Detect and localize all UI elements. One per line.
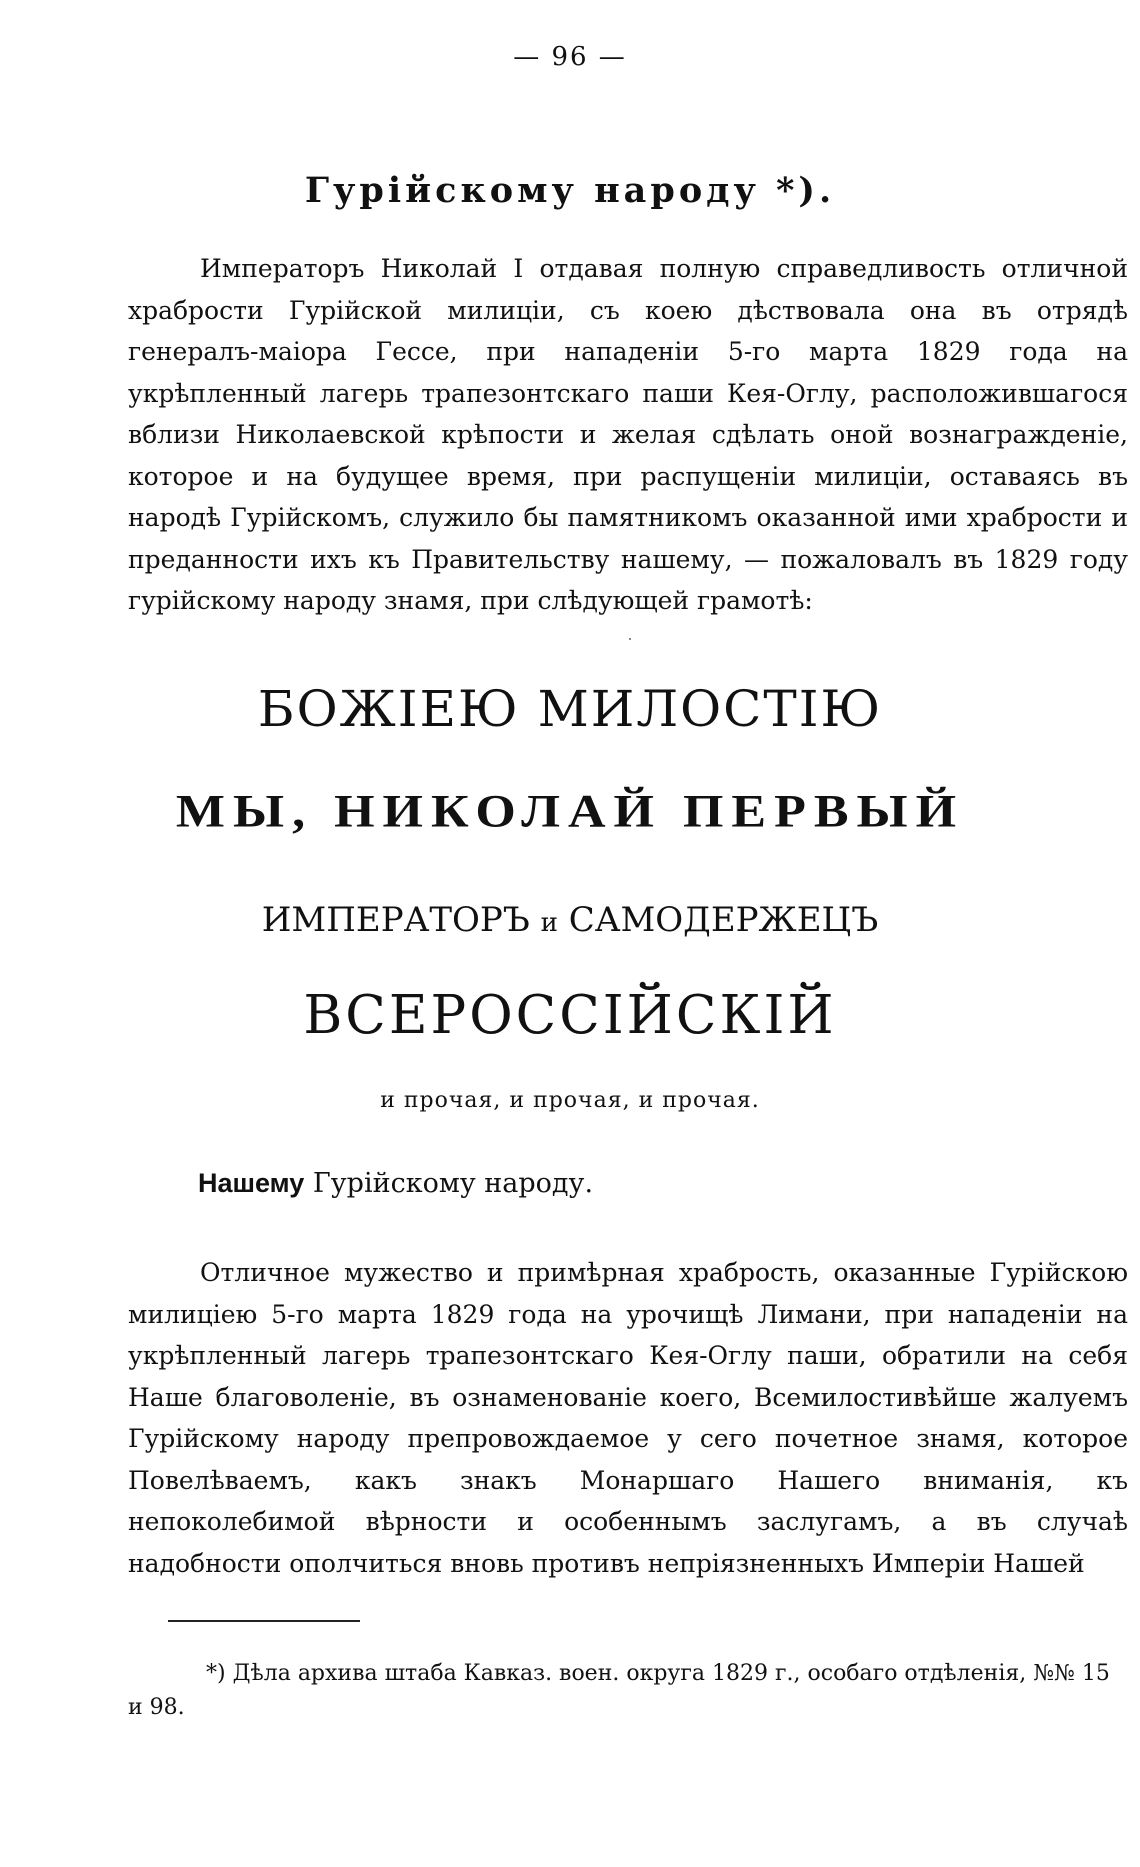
page-number: — 96 — bbox=[513, 42, 627, 72]
greeting-bold-word: Нашему bbox=[198, 1168, 305, 1198]
footnote-text: *) Дѣла архива штаба Кавказ. воен. округа 1829 г., особаго отдѣленія, №№ 15 и 98. bbox=[128, 1661, 1110, 1720]
intro-paragraph bbox=[128, 248, 1128, 622]
title-conjunction: и bbox=[540, 908, 558, 938]
intro-paragraph-text: Императоръ Николай I отдавая полную справедливость отличной храбрости Гурійской милиціи, съ коею дѣствовала она въ отрядѣ генералъ-маіора Гессе, при нападеніи 5-го марта 1829 года на укрѣпленный лагерь трапезонтскаго паши Кея-Оглу, расположившагося вблизи Николаевской крѣпости и желая сдѣлать оной вознагражденіе, которое и на будущее время, при распущеніи милиціи, оставаясь въ народѣ Гурійскомъ, служило бы памятникомъ оказанной ими храбрости и преданности ихъ къ Правительству нашему, — пожаловалъ въ 1829 году гурійскому народу знамя, при слѣдующей грамотѣ: bbox=[128, 254, 1128, 615]
print-speck bbox=[629, 638, 631, 640]
charter-title-line-2: МЫ, НИКОЛАЙ ПЕРВЫЙ bbox=[175, 785, 965, 838]
footnote-divider bbox=[168, 1620, 360, 1622]
charter-title-line-5: и прочая, и прочая, и прочая. bbox=[380, 1088, 760, 1113]
footnote bbox=[128, 1657, 1128, 1725]
charter-paragraph bbox=[128, 1252, 1128, 1584]
title-emperor: ИМПЕРАТОРЪ bbox=[261, 900, 530, 940]
section-heading: Гурійскому народу *). bbox=[304, 170, 836, 211]
charter-title-line-3 bbox=[0, 900, 1140, 940]
title-autocrat: САМОДЕРЖЕЦЪ bbox=[568, 900, 879, 940]
charter-title-line-1: БОЖІЕЮ МИЛОСТІЮ bbox=[257, 680, 883, 738]
charter-paragraph-text: Отличное мужество и примѣрная храбрость, оказанные Гурійскою милиціею 5-го марта 1829 года на урочищѣ Лимани, при нападеніи на укрѣпленный лагерь трапезонтскаго Кея-Оглу паши, обратили на себя Наше благоволеніе, въ ознаменованіе коего, Всемилостивѣйше жалуемъ Гурійскому народу препровождаемое у сего почетное знамя, которое Повелѣваемъ, какъ знакъ Монаршаго Нашего вниманія, къ непоколебимой вѣрности и особеннымъ заслугамъ, а въ случаѣ надобности ополчиться вновь противъ непріязненныхъ Имперіи Нашей bbox=[128, 1258, 1128, 1578]
greeting-rest: Гурійскому народу. bbox=[304, 1168, 594, 1199]
charter-greeting bbox=[198, 1168, 593, 1199]
charter-title-line-4: ВСЕРОССІЙСКІЙ bbox=[303, 985, 837, 1046]
